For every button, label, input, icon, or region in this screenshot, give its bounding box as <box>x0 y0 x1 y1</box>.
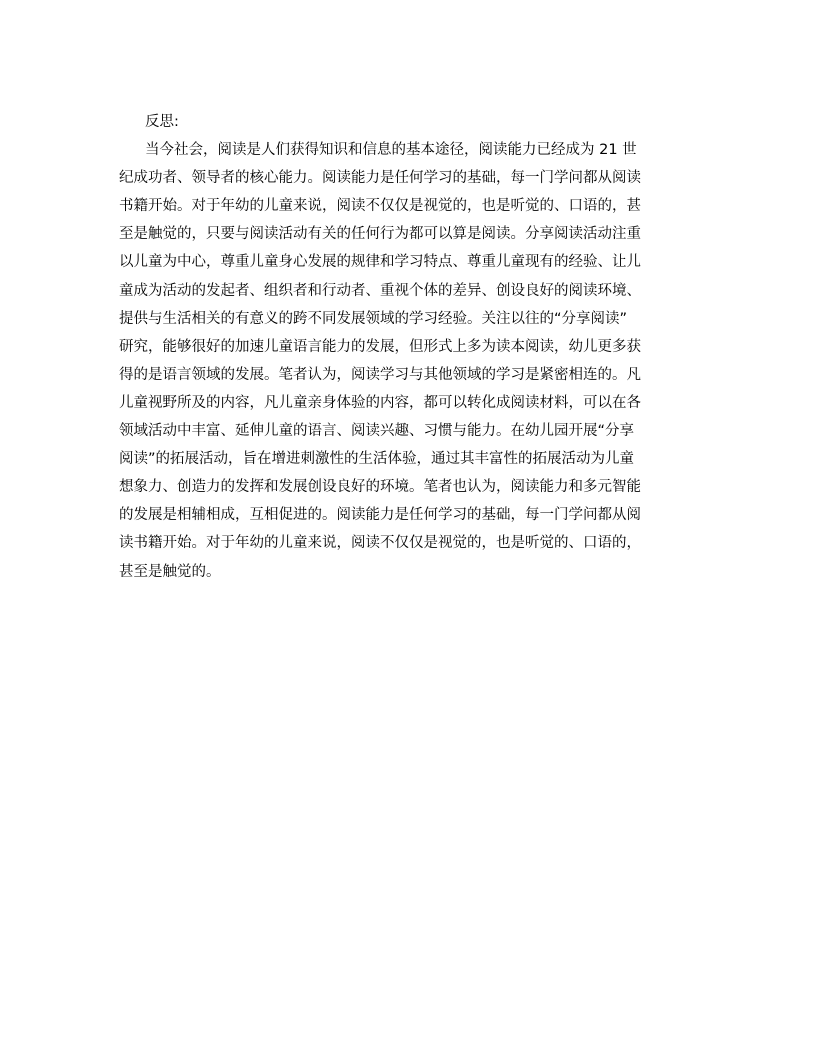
paragraph-line: 阅读”的拓展活动，旨在增进刺激性的生活体验，通过其丰富性的拓展活动为儿童 <box>119 451 635 468</box>
section-heading: 反思: <box>145 114 179 130</box>
paragraph-line: 纪成功者、领导者的核心能力。阅读能力是任何学习的基础，每一门学问都从阅读 <box>119 170 641 187</box>
paragraph-line: 甚至是触觉的。 <box>119 563 221 580</box>
paragraph-line: 儿童视野所及的内容，凡儿童亲身体验的内容，都可以转化成阅读材料，可以在各 <box>119 394 641 411</box>
paragraph-line: 至是触觉的，只要与阅读活动有关的任何行为都可以算是阅读。分享阅读活动注重 <box>119 226 641 243</box>
paragraph-line: 领域活动中丰富、延伸儿童的语言、阅读兴趣、习惯与能力。在幼儿园开展“分享 <box>119 423 635 440</box>
paragraph-line: 得的是语言领域的发展。笔者认为，阅读学习与其他领域的学习是紧密相连的。凡 <box>119 366 641 383</box>
body-text <box>119 108 699 586</box>
paragraph-line: 研究，能够很好的加速儿童语言能力的发展，但形式上多为读本阅读，幼儿更多获 <box>119 338 641 355</box>
paragraph-line: 提供与生活相关的有意义的跨不同发展领域的学习经验。关注以往的“分享阅读” <box>119 310 628 327</box>
paragraph-line: 以儿童为中心，尊重儿童身心发展的规律和学习特点、尊重儿童现有的经验、让儿 <box>119 254 641 271</box>
paragraph-line: 当今社会，阅读是人们获得知识和信息的基本途径，阅读能力已经成为 21 世 <box>145 142 637 159</box>
paragraph-line: 书籍开始。对于年幼的儿童来说，阅读不仅仅是视觉的，也是听觉的、口语的，甚 <box>119 198 641 215</box>
paragraph-line: 想象力、创造力的发挥和发展创设良好的环境。笔者也认为，阅读能力和多元智能 <box>119 479 641 496</box>
paragraph-line: 读书籍开始。对于年幼的儿童来说，阅读不仅仅是视觉的，也是听觉的、口语的， <box>119 535 641 552</box>
paragraph-line: 童成为活动的发起者、组织者和行动者、重视个体的差异、创设良好的阅读环境、 <box>119 282 641 299</box>
paragraph-line: 的发展是相辅相成，互相促进的。阅读能力是任何学习的基础，每一门学问都从阅 <box>119 507 641 524</box>
